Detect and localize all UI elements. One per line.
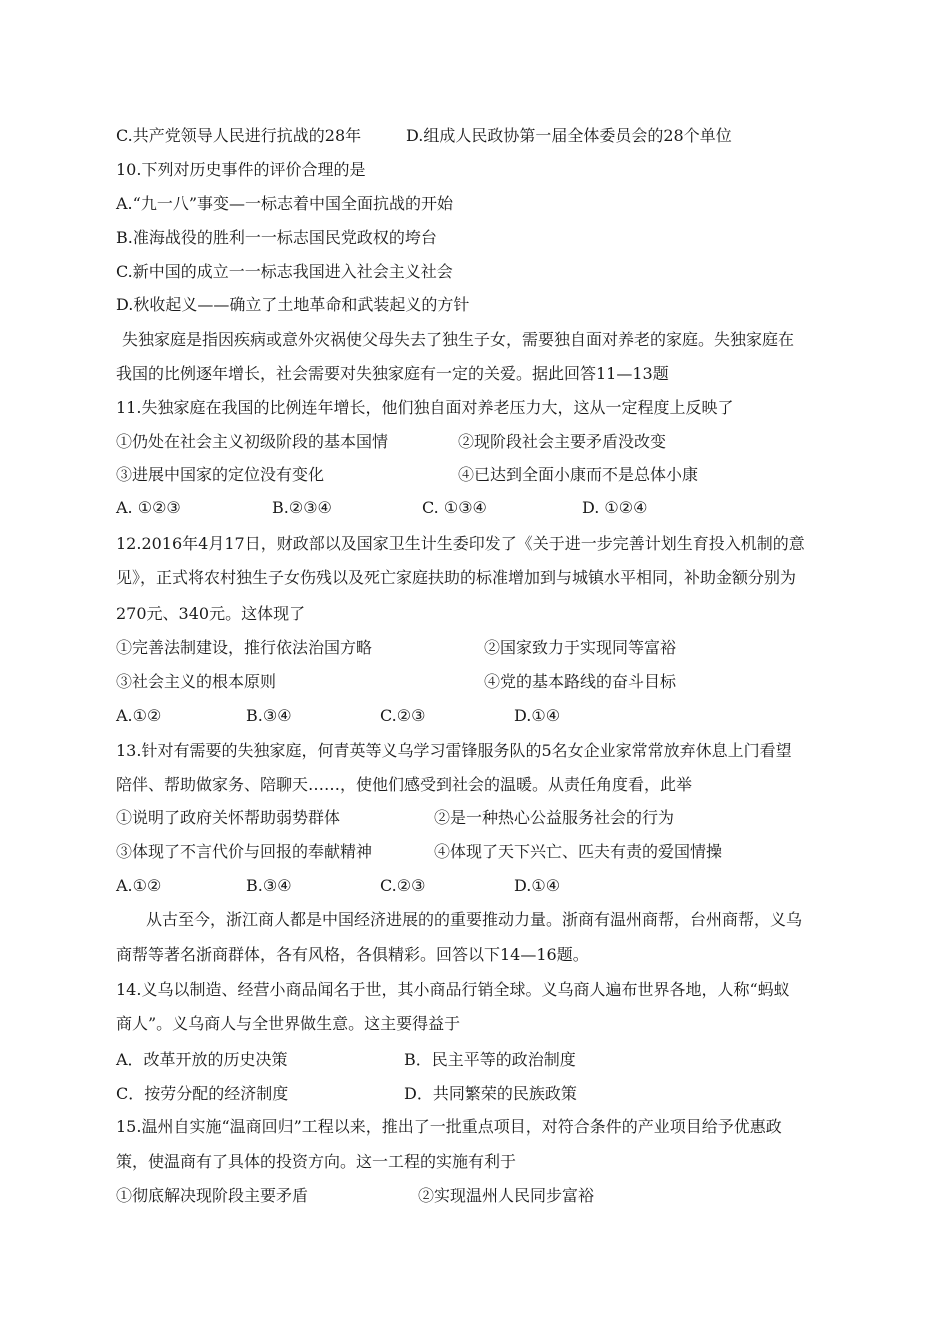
q9-option-c: C.共产党领导人民进行抗战的28年: [116, 126, 362, 145]
q13-statement-3: ③体现了不言代价与回报的奉献精神: [116, 842, 373, 861]
q14-stem-line1: 14.义乌以制造、经营小商品闻名于世，其小商品行销全球。义乌商人遍布世界各地，人称“蚂蚁: [116, 980, 790, 999]
passage1-line1: 失独家庭是指因疾病或意外灾祸使父母失去了独生子女，需要独自面对养老的家庭。失独家庭在: [122, 330, 795, 349]
q11-statement-4: ④已达到全面小康而不是总体小康: [458, 465, 699, 484]
q12-statement-4: ④党的基本路线的奋斗目标: [484, 672, 677, 691]
q10-stem: 10.下列对历史事件的评价合理的是: [116, 160, 366, 179]
q11-choice-a: A. ①②③: [116, 498, 181, 517]
q12-statement-1: ①完善法制建设，推行依法治国方略: [116, 638, 373, 657]
q12-statement-2: ②国家致力于实现同等富裕: [484, 638, 677, 657]
q11-choice-b: B.②③④: [272, 498, 332, 517]
q14-option-b: B．民主平等的政治制度: [404, 1050, 576, 1069]
q13-stem-line1: 13.针对有需要的失独家庭，何青英等义乌学习雷锋服务队的5名女企业家常常放弃休息上门看望: [116, 741, 792, 760]
q14-option-c: C．按劳分配的经济制度: [116, 1084, 289, 1103]
q10-option-a: A.“九一八”事变—一标志着中国全面抗战的开始: [116, 194, 454, 213]
q10-option-c: C.新中国的成立一一标志我国进入社会主义社会: [116, 262, 453, 281]
q10-option-b: B.准海战役的胜利一一标志国民党政权的垮台: [116, 228, 437, 247]
q15-stem-line1: 15.温州自实施“温商回归”工程以来，推出了一批重点项目，对符合条件的产业项目给予优惠政: [116, 1117, 782, 1136]
q14-option-d: D．共同繁荣的民族政策: [404, 1084, 577, 1103]
q13-stem-line2: 陪伴、帮助做家务、陪聊天……，使他们感受到社会的温暖。从责任角度看，此举: [116, 775, 693, 794]
q11-statement-2: ②现阶段社会主要矛盾没改变: [458, 432, 667, 451]
q11-statement-1: ①仍处在社会主义初级阶段的基本国情: [116, 432, 389, 451]
q15-stem-line2: 策，使温商有了具体的投资方向。这一工程的实施有利于: [116, 1152, 517, 1171]
q11-choice-d: D. ①②④: [582, 498, 648, 517]
q13-choice-c: C.②③: [380, 876, 426, 895]
passage2-line1: 从古至今，浙江商人都是中国经济进展的的重要推动力量。浙商有温州商帮，台州商帮，义乌: [146, 910, 803, 929]
q13-choice-a: A.①②: [116, 876, 162, 895]
q11-choice-c: C. ①③④: [422, 498, 487, 517]
passage1-line2: 我国的比例逐年增长，社会需要对失独家庭有一定的关爱。据此回答11—13题: [116, 364, 669, 383]
q12-stem-line3: 270元、340元。这体现了: [116, 604, 306, 623]
q11-statement-3: ③进展中国家的定位没有变化: [116, 465, 325, 484]
q12-stem-line2: 见》，正式将农村独生子女伤残以及死亡家庭扶助的标准增加到与城镇水平相同，补助金额分别为: [116, 568, 797, 587]
q15-statement-2: ②实现温州人民同步富裕: [418, 1186, 595, 1205]
q13-statement-1: ①说明了政府关怀帮助弱势群体: [116, 808, 341, 827]
q15-statement-1: ①彻底解决现阶段主要矛盾: [116, 1186, 309, 1205]
q12-choice-d: D.①④: [514, 706, 561, 725]
q11-stem: 11.失独家庭在我国的比例连年增长，他们独自面对养老压力大，这从一定程度上反映了: [116, 398, 734, 417]
q12-choice-c: C.②③: [380, 706, 426, 725]
q12-choice-b: B.③④: [246, 706, 292, 725]
q14-stem-line2: 商人”。义乌商人与全世界做生意。这主要得益于: [116, 1014, 461, 1033]
q12-stem-line1: 12.2016年4月17日，财政部以及国家卫生计生委印发了《关于进一步完善计划生育投入机制的意: [116, 534, 805, 553]
q14-option-a: A．改革开放的历史决策: [116, 1050, 288, 1069]
q10-option-d: D.秋收起义——确立了土地革命和武装起义的方针: [116, 295, 470, 314]
passage2-line2: 商帮等著名浙商群体，各有风格，各俱精彩。回答以下14—16题。: [116, 945, 589, 964]
q12-statement-3: ③社会主义的根本原则: [116, 672, 277, 691]
q13-statement-2: ②是一种热心公益服务社会的行为: [434, 808, 675, 827]
q13-choice-b: B.③④: [246, 876, 292, 895]
q13-statement-4: ④体现了天下兴亡、匹夫有责的爱国情操: [434, 842, 723, 861]
q13-choice-d: D.①④: [514, 876, 561, 895]
q12-choice-a: A.①②: [116, 706, 162, 725]
q9-option-d: D.组成人民政协第一届全体委员会的28个单位: [406, 126, 732, 145]
